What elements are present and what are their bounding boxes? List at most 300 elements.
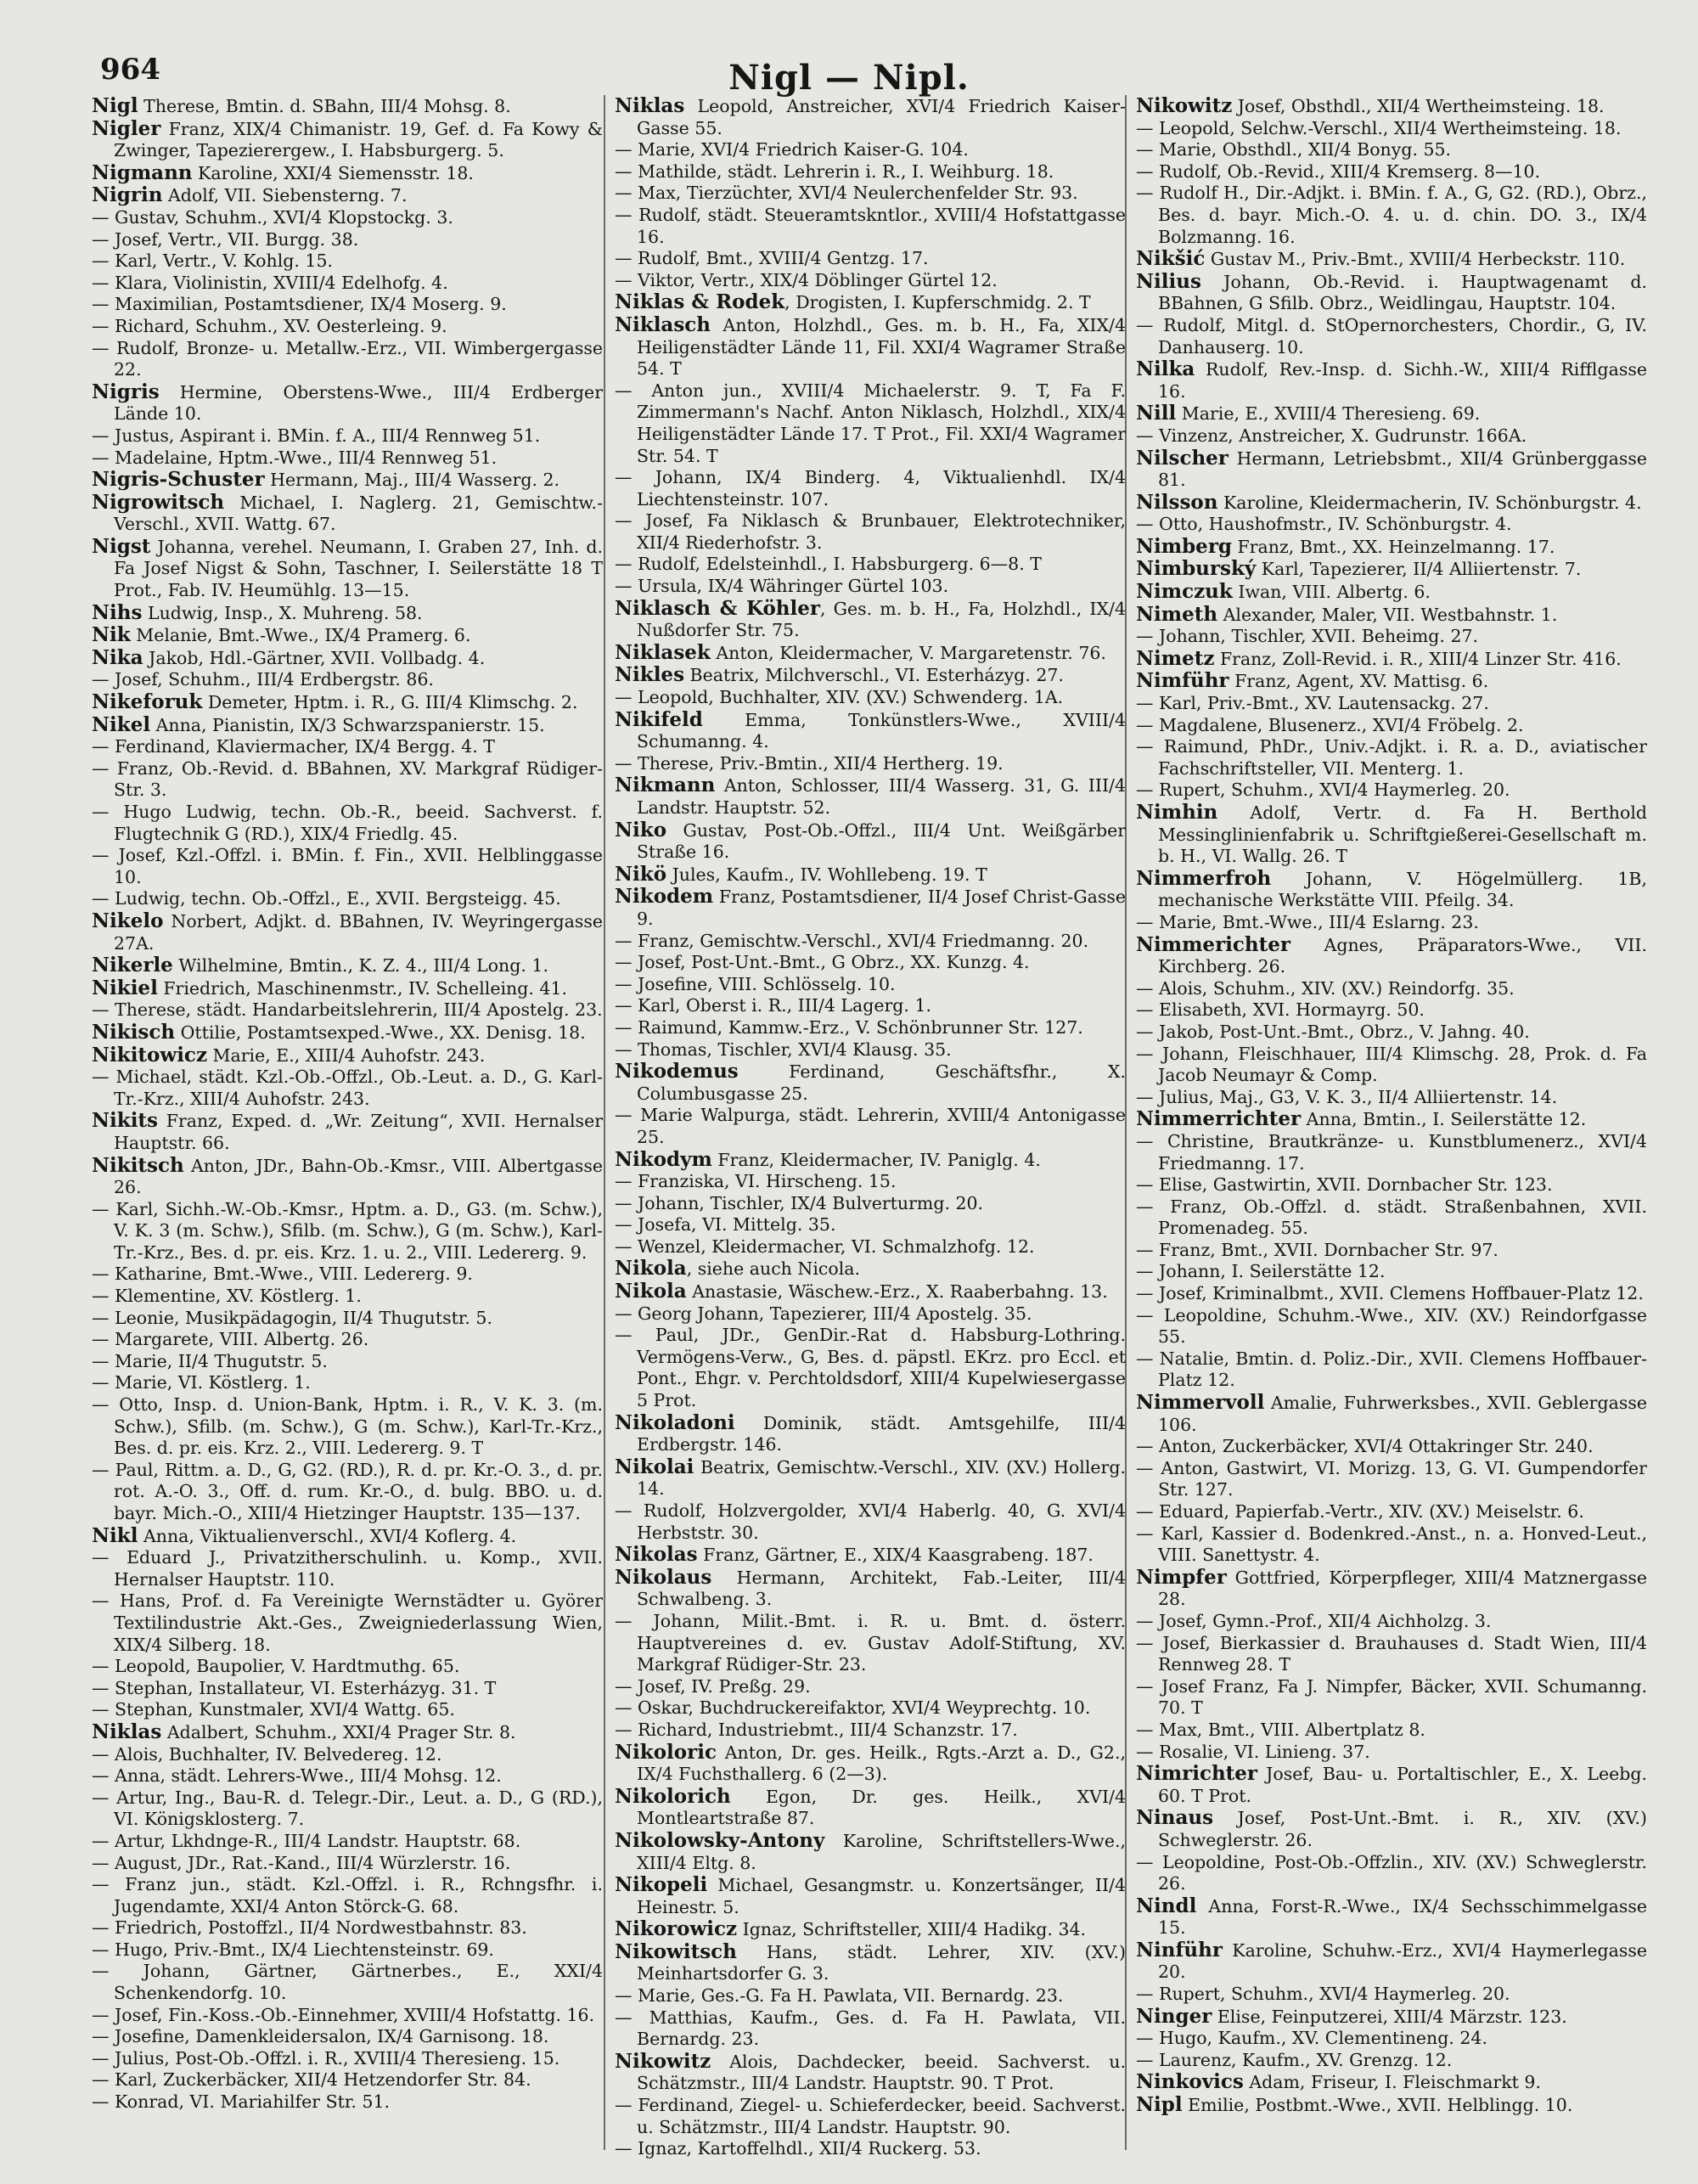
directory-entry — [1136, 868, 1647, 912]
entry-text: , Drogisten, I. Kupferschmidg. 2. T — [784, 292, 1091, 313]
entry-text: Adalbert, Schuhm., XXI/4 Prager Str. 8. — [161, 1721, 516, 1742]
directory-entry — [92, 1961, 603, 2004]
entry-text: Gustav, Post-Ob.-Offzl., III/4 Unt. Weißgärber Straße 16. — [637, 819, 1126, 863]
directory-entry — [615, 1412, 1126, 1456]
directory-entry — [92, 1155, 603, 1199]
entry-text: — Julius, Maj., G3, V. K. 3., II/4 Alliiertenstr. 14. — [1136, 1086, 1558, 1107]
entry-text: — Josef, Vertr., VII. Burgg. 38. — [92, 228, 359, 250]
entry-text: Franz, Kleidermacher, IV. Paniglg. 4. — [711, 1149, 1041, 1170]
entry-text: — Karl, Oberst i. R., III/4 Lagerg. 1. — [615, 995, 932, 1016]
directory-entry — [92, 492, 603, 536]
entry-text: — Rudolf, Holzvergolder, XVI/4 Haberlg. 40, G. XVI/4 Herbststr. 30. — [615, 1500, 1126, 1543]
entry-text: Gustav M., Priv.-Bmt., XVIII/4 Herbeckstr. 110. — [1205, 249, 1626, 270]
entry-text: Josef, Bau- u. Portaltischler, E., X. Leebg. 60. T Prot. — [1158, 1764, 1647, 1806]
entry-text: Franz, Bmt., XX. Heinzelmanng. 17. — [1232, 536, 1555, 557]
entry-text: — Eduard, Papierfab.-Vertr., XIV. (XV.) Meiselstr. 6. — [1136, 1501, 1584, 1522]
directory-entry — [92, 1917, 603, 1939]
entry-text: Adam, Friseur, I. Fleischmarkt 9. — [1243, 2072, 1541, 2093]
directory-entry — [92, 1939, 603, 1962]
directory-entry — [92, 381, 603, 425]
entry-text: Hermine, Oberstens-Wwe., III/4 Erdberger Lände 10. — [114, 381, 603, 425]
directory-entry — [1136, 271, 1647, 315]
entry-text: — Maximilian, Postamtsdiener, IX/4 Moserg. 9. — [92, 294, 507, 315]
entry-text: Karoline, XXI/4 Siemensstr. 18. — [192, 162, 474, 183]
directory-entry — [1136, 604, 1647, 627]
directory-entry — [1136, 1305, 1647, 1348]
directory-entry — [1136, 802, 1647, 868]
entry-text: Leopold, Anstreicher, XVI/4 Friedrich Kaiser-Gasse 55. — [637, 96, 1126, 138]
entry-text: Franz, Gärtner, E., XIX/4 Kaasgrabeng. 187. — [697, 1545, 1094, 1566]
entry-surname: Nigl — [92, 95, 138, 117]
entry-text: Michael, I. Naglerg. 21, Gemischtw.-Verschl., XVII. Wattg. 67. — [114, 492, 603, 535]
directory-entry — [1136, 693, 1647, 715]
directory-entry — [615, 1918, 1126, 1941]
directory-entry — [615, 576, 1126, 598]
entry-text: — Richard, Industriebmt., III/4 Schanzstr. 17. — [615, 1719, 1018, 1740]
entry-text: Ottilie, Postamtsexped.-Wwe., XX. Denisg. 18. — [175, 1022, 586, 1043]
directory-entry — [92, 2069, 603, 2091]
entry-surname: Nigrin — [92, 183, 163, 207]
directory-entry — [92, 95, 603, 118]
entry-text: Friedrich, Maschinenmstr., IV. Schelleing. 41. — [157, 977, 568, 999]
entry-text: Emma, Tonkünstlers-Wwe., XVIII/4 Schumanng. 4. — [637, 709, 1126, 752]
entry-surname: Niko — [615, 818, 667, 842]
directory-entry — [1136, 1742, 1647, 1764]
directory-entry — [92, 273, 603, 295]
directory-entry — [615, 314, 1126, 380]
directory-entry — [1136, 1196, 1647, 1240]
entry-text: Melanie, Bmt.-Wwe., IX/4 Pramerg. 6. — [130, 625, 471, 646]
entry-text: Wilhelmine, Bmtin., K. Z. 4., III/4 Long. 1. — [172, 955, 548, 977]
entry-text: — Franz jun., städt. Kzl.-Offzl. i. R., Rchngsfhr. i. Jugendamte, XXI/4 Anton Störck-G. 68. — [92, 1874, 603, 1917]
entry-text: — Klara, Violinistin, XVIII/4 Edelhofg. 4. — [92, 272, 448, 293]
directory-entry — [92, 845, 603, 888]
entry-text: Johann, Ob.-Revid. i. Hauptwagenamt d. BBahnen, G Sfilb. Obrz., Weidlingau, Hauptstr. 104. — [1158, 271, 1647, 314]
directory-entry — [92, 669, 603, 691]
entry-text: — Franz, Ob.-Offzl. d. städt. Straßenbahnen, XVII. Promenadeg. 55. — [1136, 1196, 1647, 1239]
directory-entry — [615, 270, 1126, 292]
entry-surname: Nimmerrichter — [1136, 1107, 1302, 1131]
entry-surname: Niklasch — [615, 312, 711, 336]
directory-entry — [615, 1281, 1126, 1303]
directory-entry — [92, 624, 603, 647]
directory-entry — [615, 1676, 1126, 1698]
entry-text: Karl, Tapezierer, II/4 Alliiertenstr. 7. — [1256, 559, 1582, 580]
entry-text: Alexander, Maler, VII. Westbahnstr. 1. — [1217, 604, 1558, 625]
directory-entry — [615, 974, 1126, 996]
entry-surname: Nik — [92, 623, 131, 647]
directory-entry — [615, 1193, 1126, 1215]
directory-entry — [615, 687, 1126, 709]
entry-surname: Nika — [92, 645, 143, 669]
entry-text: — Karl, Priv.-Bmt., XV. Lautensackg. 27. — [1136, 693, 1489, 714]
entry-surname: Nimmervoll — [1136, 1391, 1265, 1415]
entry-text: — Marie, II/4 Thugutstr. 5. — [92, 1350, 328, 1371]
entry-surname: Nigler — [92, 116, 161, 140]
directory-entry — [92, 469, 603, 492]
entry-surname: Nikowitz — [1136, 95, 1233, 117]
directory-entry — [92, 910, 603, 954]
entry-text: Beatrix, Gemischtw.-Verschl., XIV. (XV.) Hollerg. 14. — [637, 1456, 1126, 1500]
entry-text: Anna, Forst-R.-Wwe., IX/4 Sechsschimmelgasse 15. — [1158, 1895, 1647, 1939]
entry-surname: Nikolas — [615, 1543, 698, 1567]
directory-entry — [92, 1351, 603, 1373]
entry-text: — Josef, IV. Preßg. 29. — [615, 1675, 811, 1697]
directory-entry — [1136, 161, 1647, 183]
entry-surname: Nikodemus — [615, 1060, 739, 1084]
entry-text: — Max, Tierzüchter, XVI/4 Neulerchenfelder Str. 93. — [615, 183, 1078, 204]
entry-surname: Nikoladoni — [615, 1410, 735, 1434]
directory-entry — [615, 380, 1126, 467]
directory-entry — [1136, 1174, 1647, 1196]
entry-text: — Hans, Prof. d. Fa Vereinigte Wernstädter u. Györer Textilindustrie Akt.-Ges., Zweigniederlassung Wien, XIX/4 Silberg. 18. — [92, 1590, 603, 1655]
entry-surname: Nikitsch — [92, 1153, 184, 1177]
entry-surname: Nimmerichter — [1136, 932, 1291, 956]
entry-text: Michael, Gesangmstr. u. Konzertsänger, II/4 Heinestr. 5. — [637, 1875, 1126, 1917]
entry-text: — Hugo, Kaufm., XV. Clementineng. 24. — [1136, 2028, 1487, 2049]
entry-text: — Josefa, VI. Mittelg. 35. — [615, 1214, 836, 1236]
entry-text: — Rudolf, Edelsteinhdl., I. Habsburgerg. 6—8. T — [615, 554, 1042, 575]
entry-surname: Nigst — [92, 534, 151, 558]
entry-text: — Karl, Zuckerbäcker, XII/4 Hetzendorfer Str. 84. — [92, 2069, 531, 2091]
entry-text: — Johann, I. Seilerstätte 12. — [1136, 1261, 1386, 1282]
entry-surname: Ninaus — [1136, 1806, 1214, 1830]
entry-surname: Ninführ — [1136, 1938, 1223, 1962]
directory-entry — [1136, 1720, 1647, 1742]
entry-surname: Nikolai — [615, 1455, 694, 1478]
directory-entry — [92, 888, 603, 910]
entry-text: — Franziska, VI. Hirscheng. 15. — [615, 1171, 897, 1192]
entry-text: Franz, Exped. d. „Wr. Zeitung“, XVII. Hernalser Hauptstr. 66. — [114, 1111, 603, 1153]
directory-entry — [92, 1199, 603, 1264]
entry-text: Agnes, Präparators-Wwe., VII. Kirchberg. 26. — [1158, 934, 1647, 977]
entry-surname: Niklas & Rodek — [615, 290, 785, 314]
entry-surname: Nigris — [92, 380, 160, 403]
directory-entry — [92, 425, 603, 447]
entry-text: , siehe auch Nicola. — [686, 1258, 861, 1280]
entry-text: Ignaz, Schriftsteller, XIII/4 Hadikg. 34. — [737, 1919, 1087, 1940]
directory-entry — [92, 1744, 603, 1766]
entry-surname: Nigris-Schuster — [92, 468, 265, 492]
directory-entry — [1136, 1087, 1647, 1109]
directory-entry — [1136, 670, 1647, 693]
entry-text: — Johann, IX/4 Binderg. 4, Viktualienhdl. IX/4 Liechtensteinstr. 107. — [615, 467, 1126, 509]
entry-text: Anastasie, Wäschew.-Erz., X. Raaberbahng. 13. — [686, 1281, 1108, 1303]
directory-entry — [615, 886, 1126, 930]
directory-entry — [92, 1547, 603, 1590]
entry-text: Gottfried, Körperpfleger, XIII/4 Matznergasse 28. — [1158, 1567, 1647, 1610]
directory-entry — [92, 1874, 603, 1917]
entry-text: — Raimund, Kammw.-Erz., V. Schönbrunner Str. 127. — [615, 1016, 1083, 1038]
directory-entry — [1136, 1939, 1647, 1984]
entry-text: — Rudolf, Bmt., XVIII/4 Gentzg. 17. — [615, 248, 929, 269]
entry-text: — Josef, Gymn.-Prof., XII/4 Aichholzg. 3. — [1136, 1610, 1492, 1631]
entry-text: — Johann, Milit.-Bmt. i. R. u. Bmt. d. österr. Hauptvereines d. ev. Gustav Adolf-Stiftung, XV. Markgraf Rüdiger-Str. 23. — [615, 1610, 1126, 1675]
entry-text: — Gustav, Schuhm., XVI/4 Klopstockg. 3. — [92, 206, 453, 228]
entry-text: Adolf, VII. Siebensterng. 7. — [162, 185, 408, 206]
directory-entry — [92, 1044, 603, 1067]
entry-text: — Leopold, Buchhalter, XIV. (XV.) Schwenderg. 1A. — [615, 687, 1064, 708]
directory-entry — [615, 183, 1126, 205]
directory-entry — [92, 207, 603, 229]
directory-entry — [1136, 978, 1647, 1000]
directory-entry — [615, 1303, 1126, 1326]
entry-text: — Thomas, Tischler, XVI/4 Klausg. 35. — [615, 1039, 952, 1060]
directory-entry — [92, 691, 603, 714]
entry-surname: Nimpfer — [1136, 1565, 1227, 1589]
entry-text: — Oskar, Buchdruckereifaktor, XVI/4 Weyprechtg. 10. — [615, 1697, 1091, 1719]
entry-text: Iwan, VIII. Albertg. 6. — [1232, 582, 1431, 603]
entry-text: — Laurenz, Kaufm., XV. Grenzg. 12. — [1136, 2049, 1453, 2070]
directory-entry — [92, 1787, 603, 1831]
entry-text: — Rupert, Schuhm., XVI/4 Haymerleg. 20. — [1136, 1984, 1510, 2005]
entry-text: Johann, V. Högelmüllerg. 1B, mechanische Werkstätte VIII. Pfeilg. 34. — [1158, 868, 1647, 911]
entry-text: — Anna, städt. Lehrers-Wwe., III/4 Mohsg. 12. — [92, 1765, 502, 1787]
directory-entry — [615, 554, 1126, 576]
directory-entry — [92, 954, 603, 977]
directory-entry — [615, 1456, 1126, 1500]
directory-entry — [615, 753, 1126, 775]
directory-entry — [615, 1941, 1126, 1985]
entry-text: — Josef, Kriminalbmt., XVII. Clemens Hoffbauer-Platz 12. — [1136, 1283, 1644, 1304]
directory-entry — [615, 1500, 1126, 1544]
entry-text: Hermann, Letriebsbmt., XII/4 Grünberggasse 81. — [1158, 447, 1647, 491]
directory-entry — [1136, 558, 1647, 581]
directory-entry — [615, 1214, 1126, 1236]
entry-surname: Nilius — [1136, 269, 1201, 293]
entry-text: Ferdinand, Geschäftsfhr., X. Columbusgasse 25. — [637, 1061, 1126, 1104]
entry-text: Marie, E., XVIII/4 Theresieng. 69. — [1176, 403, 1481, 425]
directory-entry — [92, 977, 603, 1000]
directory-column-3 — [1136, 95, 1647, 2167]
directory-entry — [92, 802, 603, 845]
entry-text: Franz, XIX/4 Chimanistr. 19, Gef. d. Fa Kowy & Zwinger, Tapezierergew., I. Habsburgerg. 5. — [114, 118, 603, 161]
directory-entry — [1136, 780, 1647, 802]
entry-surname: Nikits — [92, 1109, 159, 1133]
entry-text: Adolf, Vertr. d. Fa H. Berthold Messinglinienfabrik u. Schriftgießerei-Gesellschaft m. b. H., VI. Wallg. 26. T — [1158, 802, 1647, 867]
entry-text: — Georg Johann, Tapezierer, III/4 Apostelg. 35. — [615, 1303, 1032, 1324]
entry-surname: Nindl — [1136, 1894, 1197, 1917]
entry-text: — Marie, Ges.-G. Fa H. Pawlata, VII. Bernardg. 23. — [615, 1985, 1064, 2007]
directory-entry — [1136, 95, 1647, 118]
directory-entry — [1136, 139, 1647, 161]
entry-text: Jules, Kaufm., IV. Wohllebeng. 19. T — [666, 864, 987, 885]
entry-text: — Rudolf, Ob.-Revid., XIII/4 Kremserg. 8—10. — [1136, 160, 1541, 182]
entry-surname: Nikola — [615, 1280, 687, 1303]
entry-text: Anton, Schlosser, III/4 Wasserg. 31, G. III/4 Landstr. Hauptstr. 52. — [637, 775, 1126, 818]
entry-text: — Richard, Schuhm., XV. Oesterleing. 9. — [92, 315, 447, 336]
entry-text: — Alois, Buchhalter, IV. Belvedereg. 12. — [92, 1743, 442, 1765]
directory-entry — [1136, 1392, 1647, 1436]
directory-entry — [92, 714, 603, 737]
entry-text: Anna, Pianistin, IX/3 Schwarzspanierstr. 15. — [150, 714, 545, 735]
entry-surname: Nikorowicz — [615, 1917, 738, 1941]
entry-surname: Nikisch — [92, 1020, 176, 1044]
entry-surname: Nikles — [615, 663, 685, 687]
entry-surname: Nipl — [1136, 2093, 1183, 2117]
entry-text: Rudolf, Rev.-Insp. d. Sichh.-W., XIII/4 Rifflgasse 16. — [1158, 359, 1647, 402]
entry-surname: Nikšić — [1136, 247, 1206, 271]
directory-entry — [615, 598, 1126, 642]
directory-entry — [1136, 358, 1647, 402]
directory-entry — [1136, 1501, 1647, 1523]
directory-entry — [92, 2026, 603, 2048]
entry-text: — Viktor, Vertr., XIX/4 Döblinger Gürtel 12. — [615, 269, 998, 290]
entry-text: Hans, städt. Lehrer, XIV. (XV.) Meinhartsdorfer G. 3. — [637, 1941, 1126, 1984]
directory-entry — [1136, 1283, 1647, 1305]
directory-entry — [1136, 1261, 1647, 1283]
directory-entry — [92, 1460, 603, 1525]
directory-entry — [615, 664, 1126, 687]
entry-text: — Konrad, VI. Mariahilfer Str. 51. — [92, 2091, 391, 2113]
entry-surname: Nikodem — [615, 885, 714, 909]
directory-entry — [1136, 2071, 1647, 2094]
entry-surname: Ninkovics — [1136, 2070, 1244, 2094]
entry-text: — Karl, Vertr., V. Kohlg. 15. — [92, 250, 334, 272]
directory-entry — [1136, 1895, 1647, 1939]
entry-text: — Leopold, Baupolier, V. Hardtmuthg. 65. — [92, 1656, 460, 1677]
directory-entry — [92, 1308, 603, 1330]
directory-entry — [615, 931, 1126, 953]
entry-surname: Nikitowicz — [92, 1043, 208, 1067]
entry-text: Anton, Kleidermacher, V. Margaretenstr. 76. — [710, 642, 1106, 663]
directory-entry — [615, 139, 1126, 161]
directory-entry — [615, 248, 1126, 270]
directory-entry — [615, 161, 1126, 183]
entry-surname: Nimeth — [1136, 602, 1218, 626]
directory-entry — [615, 1325, 1126, 1411]
entry-text: — Ignaz, Kartoffelhdl., XII/4 Ruckerg. 53. — [615, 2138, 981, 2159]
directory-entry — [92, 1067, 603, 1110]
directory-entry — [1136, 183, 1647, 248]
entry-text: — Elise, Gastwirtin, XVII. Dornbacher Str. 123. — [1136, 1174, 1553, 1196]
entry-text: — Julius, Post-Ob.-Offzl. i. R., XVIII/4 Theresieng. 15. — [92, 2047, 560, 2069]
entry-text: Karoline, Kleidermacherin, IV. Schönburgstr. 4. — [1217, 492, 1642, 513]
entry-text: — Franz, Ob.-Revid. d. BBahnen, XV. Markgraf Rüdiger-Str. 3. — [92, 757, 603, 801]
directory-entry — [615, 2007, 1126, 2051]
entry-text: — Marie, Obsthdl., XII/4 Bonyg. 55. — [1136, 139, 1452, 160]
entry-text: — Therese, Priv.-Bmtin., XII/4 Hertherg. 19. — [615, 752, 1004, 774]
entry-surname: Nigmann — [92, 160, 193, 184]
entry-text: Anna, Bmtin., I. Seilerstätte 12. — [1301, 1109, 1587, 1130]
entry-surname: Ninger — [1136, 2004, 1212, 2028]
directory-entry — [1136, 1523, 1647, 1567]
directory-entry — [1136, 2094, 1647, 2117]
entry-surname: Niklasch & Köhler — [615, 596, 821, 620]
directory-entry — [1136, 1131, 1647, 1174]
entry-text: Franz, Zoll-Revid. i. R., XIII/4 Linzer Str. 416. — [1214, 648, 1622, 669]
entry-text: Josef, Post-Unt.-Bmt. i. R., XIV. (XV.) Schweglerstr. 26. — [1158, 1808, 1647, 1850]
entry-text: — Jakob, Post-Unt.-Bmt., Obrz., V. Jahng. 40. — [1136, 1021, 1530, 1042]
entry-surname: Nikolowsky-Antony — [615, 1828, 825, 1852]
directory-entry — [615, 1985, 1126, 2007]
directory-entry — [1136, 1567, 1647, 1611]
directory-entry — [92, 447, 603, 470]
directory-column-1 — [92, 95, 603, 2167]
column-divider — [604, 95, 605, 2150]
directory-entry — [92, 2048, 603, 2070]
entry-text: — Franz, Bmt., XVII. Dornbacher Str. 97. — [1136, 1239, 1498, 1260]
entry-text: — Anton, Zuckerbäcker, XVI/4 Ottakringer Str. 240. — [1136, 1436, 1594, 1457]
entry-surname: Nilscher — [1136, 446, 1229, 470]
entry-surname: Nigrowitsch — [92, 490, 225, 514]
directory-entry — [1136, 626, 1647, 648]
entry-surname: Nikerle — [92, 954, 173, 977]
directory-entry — [615, 467, 1126, 510]
entry-text: Beatrix, Milchverschl., VI. Esterházyg. 27. — [684, 665, 1064, 686]
entry-text: — Paul, Rittm. a. D., G, G2. (RD.), R. d. pr. Kr.-O. 3., d. pr. rot. A.-O. 3., Off. d. rum. Kr.-O., d. bulg. BBO. u. d. bayr. Mich.-O., XIII/4 Hietzinger Hauptstr. 135—137. — [92, 1459, 603, 1523]
entry-text: — Paul, JDr., GenDir.-Rat d. Habsburg-Lothring. Vermögens-Verw., G, Bes. d. päpstl. EKrz. pro Eccl. et Pont., Ehgr. v. Perchtoldsdorf, XIII/4 Kupelwiesergasse 5 Prot. — [615, 1325, 1126, 1411]
directory-entry — [92, 536, 603, 602]
directory-entry — [1136, 1436, 1647, 1458]
directory-entry — [615, 2138, 1126, 2160]
entry-text: — Justus, Aspirant i. BMin. f. A., III/4 Rennweg 51. — [92, 425, 541, 446]
directory-entry — [1136, 1807, 1647, 1851]
directory-entry — [1136, 999, 1647, 1022]
directory-entry — [1136, 425, 1647, 447]
entry-text: Dominik, städt. Amtsgehilfe, III/4 Erdbergstr. 146. — [637, 1412, 1126, 1455]
directory-entry — [92, 1678, 603, 1700]
directory-entry — [615, 510, 1126, 554]
directory-entry — [615, 1258, 1126, 1281]
entry-text: — Karl, Kassier d. Bodenkred.-Anst., n. a. Honved-Leut., VIII. Sanettystr. 4. — [1136, 1523, 1647, 1566]
directory-entry — [1136, 1044, 1647, 1087]
directory-entry — [92, 316, 603, 338]
entry-text: Ludwig, Insp., X. Muhreng. 58. — [142, 602, 423, 623]
entry-text: Karoline, Schriftstellers-Wwe., XIII/4 Eltg. 8. — [637, 1830, 1126, 1873]
entry-text: Jakob, Hdl.-Gärtner, XVII. Vollbadg. 4. — [143, 647, 486, 668]
entry-text: — Marie, VI. Köstlerg. 1. — [92, 1372, 311, 1393]
entry-surname: Niklas — [615, 95, 685, 117]
directory-entry — [92, 1110, 603, 1154]
directory-entry — [615, 1105, 1126, 1148]
directory-entry — [615, 1874, 1126, 1918]
entry-text: Norbert, Adjkt. d. BBahnen, IV. Weyringergasse 27A. — [114, 910, 603, 954]
entry-text: — Rudolf, Mitgl. d. StOpernorchesters, Chordir., G, IV. Danhauserg. 10. — [1136, 314, 1647, 357]
directory-entry — [1136, 1763, 1647, 1807]
directory-entry — [1136, 492, 1647, 515]
entry-text: Anton, JDr., Bahn-Ob.-Kmsr., VIII. Albertgasse 26. — [114, 1155, 603, 1198]
directory-entry — [615, 1720, 1126, 1742]
entry-text: Franz, Agent, XV. Mattisg. 6. — [1229, 671, 1489, 692]
entry-text: — Josef, Kzl.-Offzl. i. BMin. f. Fin., XVII. Helblinggasse 10. — [92, 845, 603, 887]
directory-entry — [92, 1590, 603, 1656]
directory-entry — [615, 864, 1126, 887]
entry-surname: Nikodym — [615, 1147, 712, 1171]
entry-text: Karoline, Schuhw.-Erz., XVI/4 Haymerlegasse 20. — [1158, 1939, 1647, 1983]
directory-entry — [1136, 912, 1647, 934]
directory-entry — [615, 1061, 1126, 1105]
directory-entry — [1136, 1022, 1647, 1044]
entry-text: — Leopoldine, Schuhm.-Wwe., XIV. (XV.) Reindorfgasse 55. — [1136, 1304, 1647, 1348]
entry-text: Marie, E., XIII/4 Auhofstr. 243. — [207, 1044, 486, 1066]
directory-entry — [92, 338, 603, 381]
entry-text: — Leopold, Selchw.-Verschl., XII/4 Wertheimsteing. 18. — [1136, 117, 1622, 138]
entry-surname: Nikiel — [92, 976, 158, 999]
directory-entry — [1136, 2006, 1647, 2029]
entry-surname: Nikmann — [615, 774, 716, 797]
entry-surname: Nikolorich — [615, 1784, 731, 1808]
entry-surname: Nimetz — [1136, 646, 1215, 670]
entry-text: — Johann, Tischler, XVII. Beheimg. 27. — [1136, 626, 1479, 647]
entry-text: Emilie, Postbmt.-Wwe., XVII. Helblingg. 10. — [1182, 2095, 1573, 2116]
directory-entry — [615, 1149, 1126, 1172]
entry-text: — Eduard J., Privatzitherschulinh. u. Komp., XVII. Hernalser Hauptstr. 110. — [92, 1547, 603, 1590]
directory-entry — [1136, 736, 1647, 780]
entry-surname: Nikoloric — [615, 1740, 717, 1764]
directory-entry — [92, 647, 603, 670]
entry-surname: Nimberg — [1136, 534, 1233, 558]
